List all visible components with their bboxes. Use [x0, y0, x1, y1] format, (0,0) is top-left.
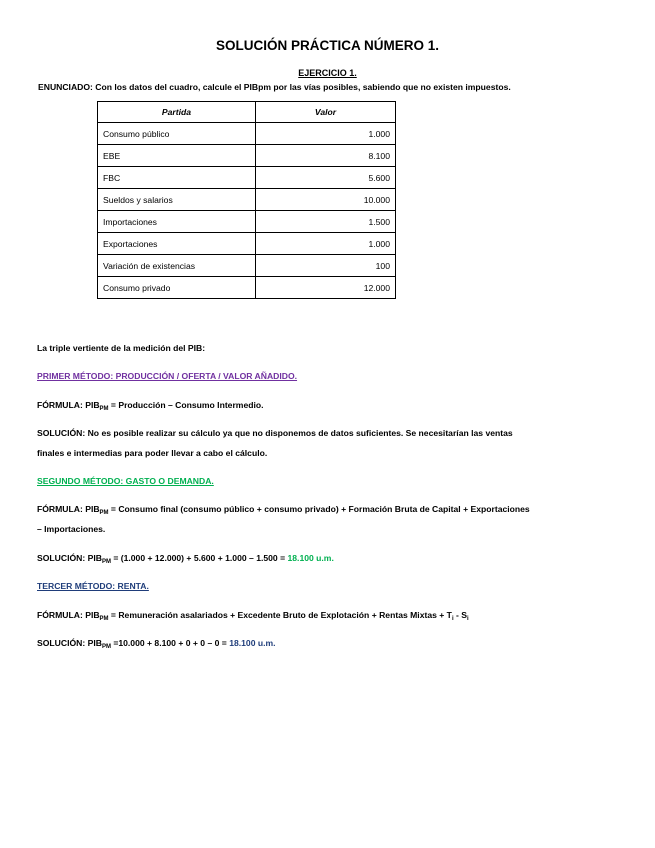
formula-subscript: PM [99, 510, 109, 516]
row-value: 1.500 [256, 211, 396, 233]
solution-result: 18.100 u.m. [287, 553, 334, 563]
solution-line: finales e intermedias para poder llevar a cabo el cálculo. [37, 448, 268, 458]
method3-heading: TERCER MÉTODO: RENTA. [37, 581, 149, 591]
formula-body: – Importaciones. [37, 524, 106, 534]
method3-formula [37, 605, 577, 625]
formula-body: = Remuneración asalariados + Excedente Bruto de Explotación + Rentas Mixtas + T [108, 610, 452, 620]
formula-subscript: i [451, 616, 454, 622]
row-label: FBC [98, 167, 256, 189]
formula-subscript: i [466, 616, 469, 622]
row-value: 8.100 [256, 145, 396, 167]
table-row [98, 189, 396, 211]
formula-label: FÓRMULA: PIB [37, 504, 100, 514]
page-title: SOLUCIÓN PRÁCTICA NÚMERO 1. [215, 38, 439, 53]
formula-body: = Producción – Consumo Intermedio. [108, 400, 264, 410]
row-label: Sueldos y salarios [98, 189, 256, 211]
formula-body: = Consumo final (consumo público + consumo privado) + Formación Bruta de Capital + Exportaciones [108, 504, 530, 514]
table-row [98, 233, 396, 255]
formula-subscript: PM [99, 406, 109, 412]
data-table [97, 101, 396, 299]
table-row [98, 277, 396, 299]
solution-label: SOLUCIÓN: PIB [37, 638, 102, 648]
row-value: 1.000 [256, 123, 396, 145]
row-label: Consumo privado [98, 277, 256, 299]
row-value: 1.000 [256, 233, 396, 255]
solution-expression: = (1.000 + 12.000) + 5.600 + 1.000 – 1.500 = [110, 553, 288, 563]
formula-subscript: PM [99, 616, 109, 622]
solution-subscript: PM [101, 644, 111, 650]
table-row [98, 145, 396, 167]
exercise-title: EJERCICIO 1. [298, 68, 357, 78]
formula-label: FÓRMULA: PIB [37, 610, 100, 620]
solution-label: SOLUCIÓN: PIB [37, 553, 102, 563]
row-label: Variación de existencias [98, 255, 256, 277]
intro-text: La triple vertiente de la medición del PIB: [37, 343, 206, 353]
row-label: Importaciones [98, 211, 256, 233]
method2-solution [37, 548, 577, 568]
column-header-valor: Valor [256, 102, 396, 123]
formula-label: FÓRMULA: PIB [37, 400, 100, 410]
row-label: Exportaciones [98, 233, 256, 255]
row-label: EBE [98, 145, 256, 167]
row-value: 10.000 [256, 189, 396, 211]
formula-body: - S [453, 610, 467, 620]
method1-solution [37, 423, 577, 463]
solution-expression: =10.000 + 8.100 + 0 + 0 – 0 = [110, 638, 230, 648]
solution-subscript: PM [101, 559, 111, 565]
row-label: Consumo público [98, 123, 256, 145]
solution-result: 18.100 u.m. [229, 638, 276, 648]
table-header-row [98, 102, 396, 123]
column-header-partida: Partida [98, 102, 256, 123]
method1-formula [37, 395, 577, 415]
method1-heading: PRIMER MÉTODO: PRODUCCIÓN / OFERTA / VALOR AÑADIDO. [37, 371, 298, 381]
method2-formula [37, 499, 577, 539]
method2-heading: SEGUNDO MÉTODO: GASTO O DEMANDA. [37, 476, 214, 486]
table-row [98, 255, 396, 277]
solution-line: SOLUCIÓN: No es posible realizar su cálculo ya que no disponemos de datos suficientes. Se necesitarían las ventas [37, 428, 513, 438]
row-value: 100 [256, 255, 396, 277]
table-row [98, 211, 396, 233]
exercise-statement: ENUNCIADO: Con los datos del cuadro, calcule el PIBpm por las vías posibles, sabiendo que no existen impuestos. [38, 82, 511, 92]
table-row [98, 167, 396, 189]
table-row [98, 123, 396, 145]
row-value: 12.000 [256, 277, 396, 299]
row-value: 5.600 [256, 167, 396, 189]
method3-solution [37, 633, 577, 653]
